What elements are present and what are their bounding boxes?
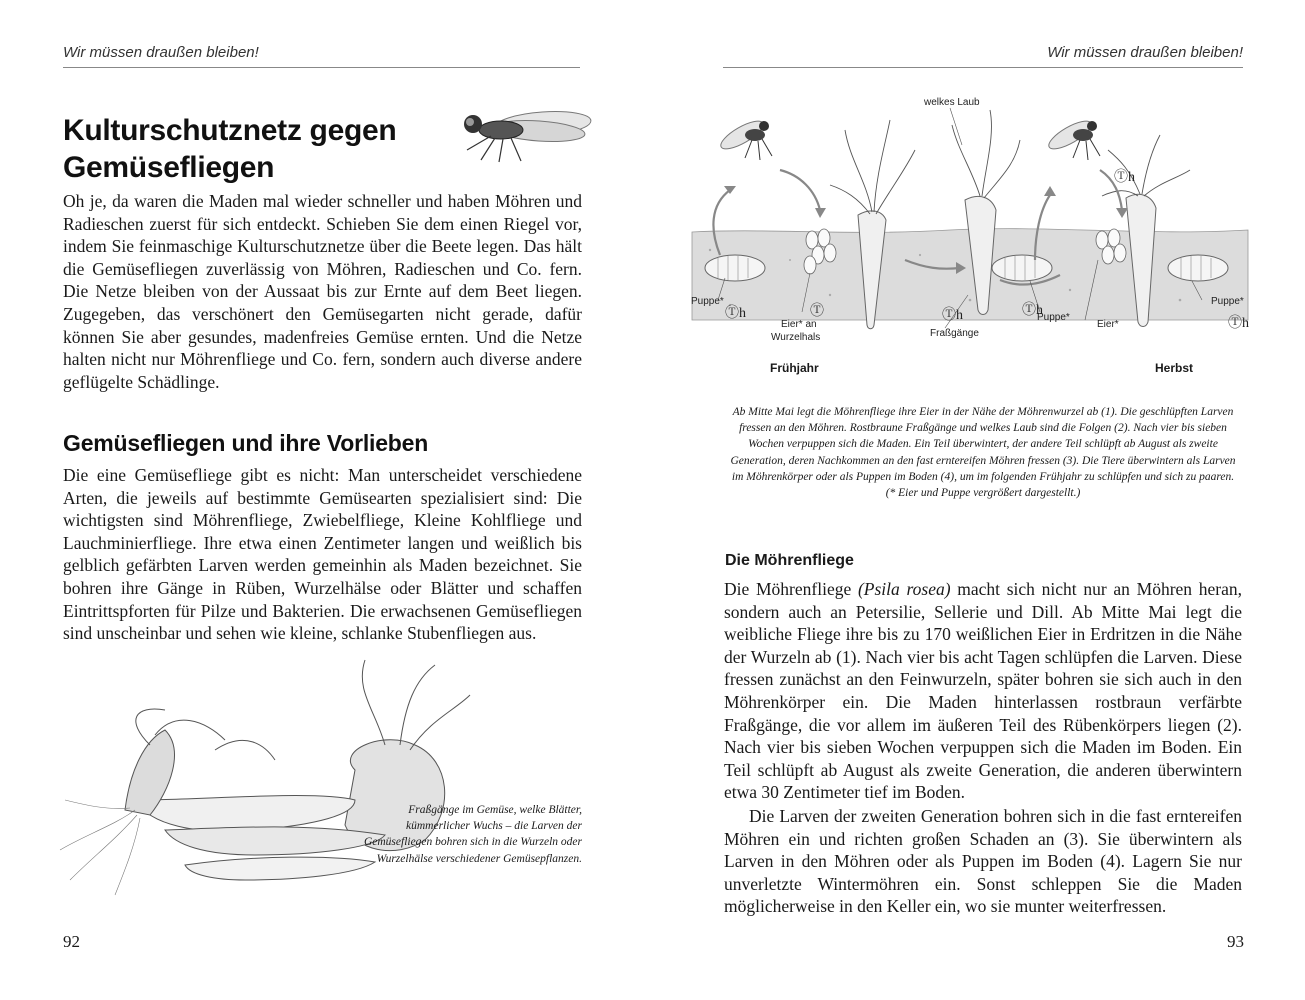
page-number-left: 92	[63, 932, 80, 951]
page-title	[63, 112, 396, 186]
carrot-fly-lifecycle-diagram	[690, 90, 1250, 385]
stage-symbol-3: Ⓣh	[942, 308, 963, 323]
label-eier-wurzelhals-1: Eier* an	[781, 319, 817, 330]
main-paragraph-1	[724, 578, 1242, 804]
title-line-2: Gemüsefliegen	[63, 151, 275, 184]
page-number-right: 93	[1227, 932, 1244, 951]
label-eier: Eier*	[1097, 319, 1119, 330]
left-page	[0, 0, 652, 1000]
label-puppe-left: Puppe*	[691, 296, 724, 307]
header-rule-left	[63, 67, 580, 68]
section-paragraph: Die eine Gemüsefliege gibt es nicht: Man unterscheidet verschiedene Arten, die jeweils auf bestimmte Gemüsearten spezialisiert sind: Die wichtigsten sind Möhrenfliege, Zwiebelfliege, Kleine Kohlfliege und Lauchminierfliege. Ihre etwa einen Zentimeter langen und weißlich bis gelblich gefärbten Larven werden gemeinhin als Maden bezeichnet. Sie bohren ihre Gänge in Rüben, Wurzelhälse oder Blätter und schaffen Eintrittspforten für Pilze und Bakterien. Die erwachsenen Gemüsefliegen sind unscheinbar und sehen wie kleine, schlanke Stubenfliegen aus.	[63, 465, 582, 644]
stage-symbol-5: Ⓣh	[1114, 170, 1135, 185]
para1-rest: macht sich nicht nur an Möhren heran, sondern auch an Petersilie, Sellerie und Dill. Ab Mitte Mai legt die weibliche Fliege ihre bis zu 170 weißlichen Eier in Erdritzen in die Nähe der Wurzeln ab (1). Nach vier bis acht Tagen schlüpfen die Larven. Diese fressen zunächst an den Feinwurzeln, später bohren sie sich auch in den Möhrenkörper ein. Die Maden hinterlassen rostbraun verfärbte Fraßgänge, die vor allem im äußeren Teil des Rübenkörpers liegen (2). Nach vier bis sieben Wochen verpuppen sich die Maden im Boden. Ein Teil schlüpft ab August als zweite Generation, die anderen überwintern etwa 30 Zentimeter tief im Boden.	[724, 579, 1242, 803]
label-frassgaenge: Fraßgänge	[930, 328, 979, 339]
label-puppe-right: Puppe*	[1211, 296, 1244, 307]
stage-symbol-4: Ⓣh	[1022, 303, 1043, 318]
intro-paragraph: Oh je, da waren die Maden mal wieder schneller und haben Möhren und Radieschen zuerst für sich entdeckt. Schieben Sie dem einen Riegel vor, indem Sie feinmaschige Kulturschutznetze über die Beete legen. Das hält die Gemüsefliegen zuverlässig von Möhren, Radieschen und Co. fern. Die Netze bleiben von der Aussaat bis zur Ernte auf dem Beet liegen. Zugegeben, das verschönert den Gemüsegarten nicht gerade, dafür können Sie aber gesundes, madenfreies Gemüse ernten. Und die Netze halten nicht nur Möhrenfliege und Co. fern, sondern auch diverse andere geflügelte Schädlinge.	[63, 191, 582, 392]
title-line-1: Kulturschutznetz gegen	[63, 114, 397, 147]
main-paragraph-2: Die Larven der zweiten Generation bohren sich in die fast erntereifen Möhren ein und richten großen Schaden an (3). Sie überwintern als Larven in den Möhren oder als Puppen im Boden (4). Lagern Sie nur unverletzte Wintermöhren ein. Sonst schleppen Sie die Maden möglicherweise in den Keller ein, wo sie munter weiterfressen.	[724, 806, 1242, 917]
figure-caption-right: Ab Mitte Mai legt die Möhrenfliege ihre Eier in der Nähe der Möhrenwurzel ab (1). Die geschlüpften Larven fressen an den Möhren. Rostbraune Fraßgänge und welkes Laub sind die Folgen (2). Nach vier bis sieben Wochen verpuppen sich die Maden. Ein Teil überwintert, der andere Teil schlüpft ab August als zweite Generation, deren Nachkommen an den fast erntereifen Möhren fressen (3). Die Tiere überwintern als Larven im Möhrenkörper oder als Puppen im Boden (4), um im folgenden Frühjahr zu schlüpfen und sich zu paaren. (* Eier und Puppe vergrößert dargestellt.)	[730, 406, 1236, 500]
subheading: Gemüsefliegen und ihre Vorlieben	[63, 430, 429, 456]
label-eier-wurzelhals-2: Wurzelhals	[771, 332, 821, 343]
fly-illustration	[455, 98, 600, 166]
figure-caption-left: Fraßgänge im Gemüse, welke Blätter, kümmerlicher Wuchs – die Larven der Gemüsefliegen bohren sich in die Wurzeln oder Wurzelhälse verschiedener Gemüsepflanzen.	[363, 804, 582, 865]
para1-start: Die Möhrenfliege	[724, 579, 858, 599]
label-puppe-mid: Puppe*	[1037, 312, 1070, 323]
header-rule-right	[723, 67, 1243, 68]
section-heading: Die Möhrenfliege	[725, 552, 854, 569]
stage-symbol-6: Ⓣh	[1228, 316, 1249, 331]
season-autumn: Herbst	[1155, 361, 1194, 375]
running-head-right: Wir müssen draußen bleiben!	[1047, 44, 1243, 61]
latin-name: (Psila rosea)	[857, 579, 951, 599]
stage-symbol-2: Ⓣ	[810, 304, 824, 319]
season-spring: Frühjahr	[770, 361, 819, 375]
running-head-left: Wir müssen draußen bleiben!	[63, 44, 259, 61]
label-welkes-laub: welkes Laub	[924, 97, 980, 108]
right-page	[652, 0, 1305, 1000]
stage-symbol-1: Ⓣh	[725, 306, 746, 321]
